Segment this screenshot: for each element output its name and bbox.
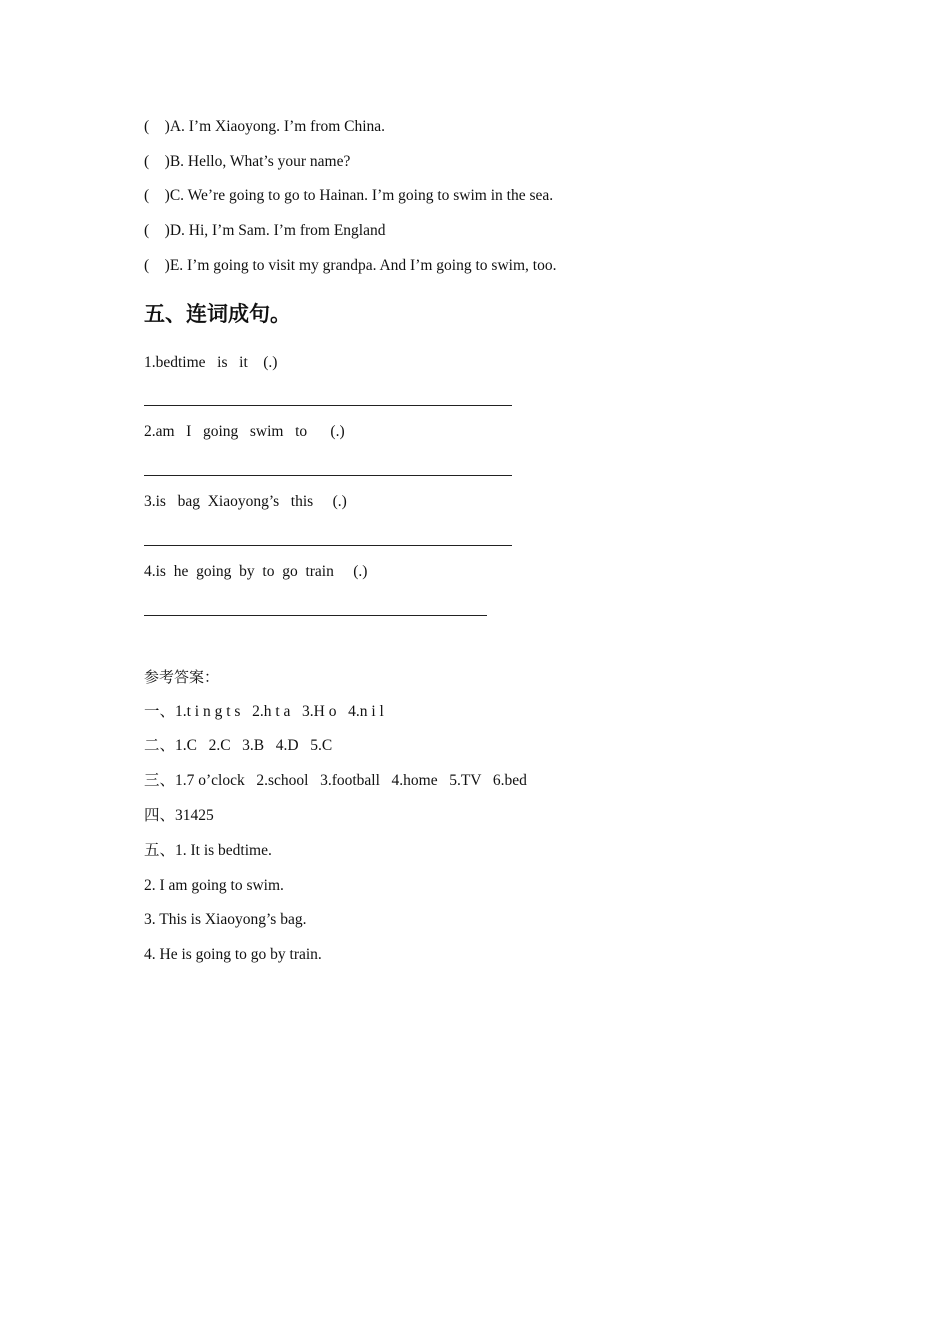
sentence-item-1: 1.bedtime is it (.)	[144, 354, 278, 371]
sentence-item-3: 3.is bag Xiaoyong’s this (.)	[144, 493, 347, 510]
answer-blank-2	[144, 475, 512, 476]
answer-key-line: 一、1.t i n g t s 2.h t a 3.H o 4.n i l	[144, 703, 384, 720]
answer-key-line: 4. He is going to go by train.	[144, 946, 322, 963]
answer-blank-3	[144, 545, 512, 546]
answer-blank-4	[144, 615, 487, 616]
answer-key-line: 2. I am going to swim.	[144, 877, 284, 894]
matching-option-a: ( )A. I’m Xiaoyong. I’m from China.	[144, 118, 386, 135]
sentence-item-4: 4.is he going by to go train (.)	[144, 563, 368, 580]
matching-option-d: ( )D. Hi, I’m Sam. I’m from England	[144, 222, 386, 239]
answer-key-line: 二、1.C 2.C 3.B 4.D 5.C	[144, 737, 333, 754]
matching-option-b: ( )B. Hello, What’s your name?	[144, 153, 351, 170]
matching-option-e: ( )E. I’m going to visit my grandpa. And I’m going to swim, too.	[144, 257, 557, 274]
answer-key-line: 五、1. It is bedtime.	[144, 842, 272, 859]
answer-key-line: 四、31425	[144, 807, 214, 824]
section-5-title: 五、连词成句。	[144, 302, 291, 326]
answer-blank-1	[144, 405, 512, 406]
sentence-item-2: 2.am I going swim to (.)	[144, 423, 345, 440]
answer-key-heading: 参考答案：	[144, 668, 220, 686]
answer-key-line: 3. This is Xiaoyong’s bag.	[144, 911, 307, 928]
matching-option-c: ( )C. We’re going to go to Hainan. I’m going to swim in the sea.	[144, 187, 554, 204]
answer-key-line: 三、1.7 o’clock 2.school 3.football 4.home 5.TV 6.bed	[144, 772, 527, 789]
